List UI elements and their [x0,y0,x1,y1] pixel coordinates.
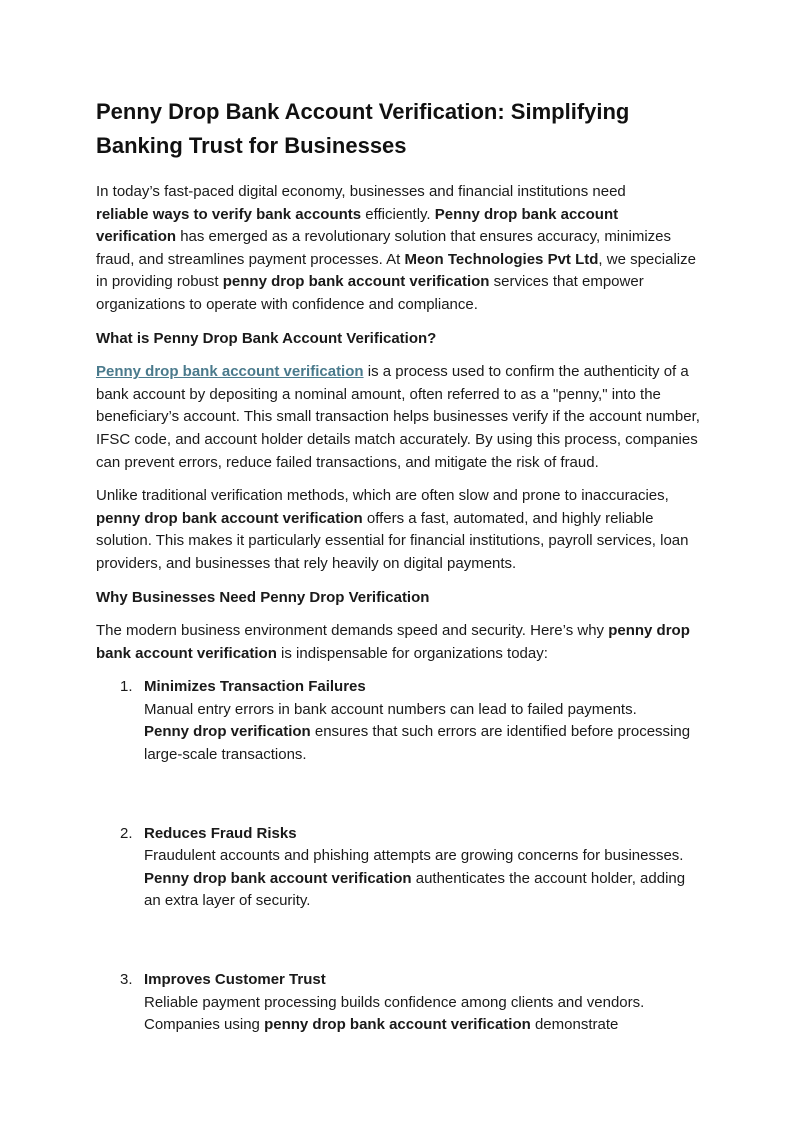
list-item-text-2: authenticates the account holder, adding an extra layer of security. [144,869,686,910]
why-bold-1: penny drop bank account verification [96,622,690,662]
benefits-list [96,676,702,1037]
intro-text-2: efficiently. [361,205,435,223]
penny-drop-link[interactable]: Penny drop bank account verification [96,363,364,381]
section-heading-what-is: What is Penny Drop Bank Account Verification? [96,329,437,347]
list-item-bold: penny drop bank account verification [264,1016,531,1034]
list-item-title: Reduces Fraud Risks [144,824,297,842]
intro-bold-2: Penny drop bank account verification [96,205,619,246]
page-title: Penny Drop Bank Account Verification: Simplifying Banking Trust for Businesses [96,99,630,158]
list-item [96,676,702,766]
comparison-paragraph [96,485,702,575]
list-item-text-1: Manual entry errors in bank account numbers can lead to failed payments. [144,700,637,718]
intro-text-5: services that empower organizations to operate with confidence and compliance. [96,273,644,313]
list-item-text-2: ensures that such errors are identified before processing large-scale transactions. [144,723,691,764]
intro-text-3: has emerged as a revolutionary solution that ensures accuracy, minimizes fraud, and streamlines payment processes. At [96,228,671,268]
list-item-title: Improves Customer Trust [144,971,326,989]
why-intro-paragraph [96,620,702,665]
list-item-bold: Penny drop bank account verification [144,869,412,887]
comparison-bold-1: penny drop bank account verification [96,509,363,527]
why-text-1: The modern business environment demands speed and security. Here’s why [96,622,609,640]
list-item-number: 1. [120,678,133,696]
list-item [96,823,702,913]
intro-paragraph [96,181,702,317]
intro-bold-3: Meon Technologies Pvt Ltd [404,250,599,268]
intro-bold-1: reliable ways to verify bank accounts [96,205,362,223]
comparison-text-1: Unlike traditional verification methods, which are often slow and prone to inaccuracies, [96,487,669,505]
definition-paragraph [96,361,702,474]
intro-text-4: , we specialize in providing robust [96,250,696,291]
list-item-text-1: Reliable payment processing builds confidence among clients and vendors. Companies using [144,993,645,1034]
list-item-text-1: Fraudulent accounts and phishing attempts are growing concerns for businesses. [144,847,684,865]
list-item-text-2: demonstrate [530,1016,619,1034]
article [96,95,702,1037]
intro-bold-4: penny drop bank account verification [222,273,490,291]
list-item-bold: Penny drop verification [144,723,311,741]
list-item [96,969,702,1037]
intro-text-1: In today’s fast-paced digital economy, businesses and financial institutions need [96,183,626,200]
comparison-text-2: offers a fast, automated, and highly reliable solution. This makes it particularly essential for financial institutions, payroll services, loan providers, and businesses that rely heavily on digital payments. [96,509,689,572]
list-item-number: 2. [120,824,133,842]
list-item-title: Minimizes Transaction Failures [144,678,366,696]
definition-text: is a process used to confirm the authenticity of a bank account by depositing a nominal amount, often referred to as a "penny," into the beneficiary’s account. This small transaction helps businesses verify if the account number, IFSC code, and account holder details match accurately. By using this process, companies can prevent errors, reduce failed transactions, and mitigate the risk of fraud. [96,363,700,471]
list-item-number: 3. [120,971,133,989]
section-heading-why: Why Businesses Need Penny Drop Verification [96,588,430,606]
why-text-2: is indispensable for organizations today: [276,644,548,662]
